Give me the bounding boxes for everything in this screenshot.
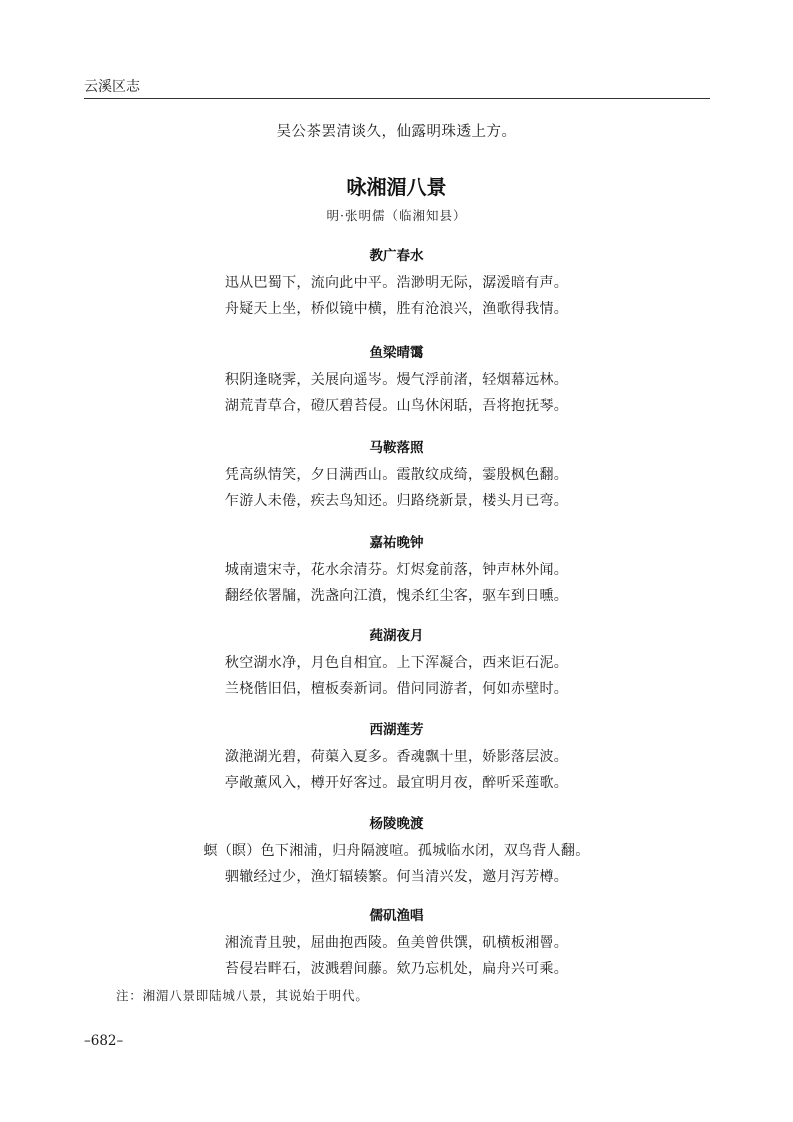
poem-section-6 bbox=[0, 720, 793, 795]
section-line: 迅从巴蜀下，流向此中平。浩渺明无际，潺湲暗有声。 bbox=[224, 275, 569, 291]
section-title: 马鞍落照 bbox=[369, 440, 424, 456]
section-line: 舟疑天上坐，桥似镜中横，胜有沧浪兴，渔歌得我情。 bbox=[224, 301, 569, 317]
footnote: 注：湘湄八景即陆城八景，其说始于明代。 bbox=[116, 988, 369, 1003]
section-line: 兰桡偕旧侣，檀板奏新词。借问同游者，何如赤壁时。 bbox=[224, 681, 569, 697]
section-line: 积阴逢晓霁，关展向遥岑。熳气浮前渚，轻烟幕远林。 bbox=[224, 372, 569, 388]
section-line: 凭高纵情笑，夕日满西山。霞散纹成绮，霎殷枫色翻。 bbox=[224, 467, 569, 483]
section-line: 湘流青且驶，屈曲抱西陵。鱼美曾供馔，矶横板湘罾。 bbox=[224, 935, 569, 951]
section-line: 秋空湖水净，月色自相宜。上下浑凝合，西来讵石泥。 bbox=[224, 655, 569, 671]
poem-section-3 bbox=[0, 438, 793, 513]
section-line: 湖荒青草合，磴仄碧苔侵。山鸟休闲聒，吾将抱抚琴。 bbox=[224, 398, 569, 414]
poem-section-4 bbox=[0, 533, 793, 608]
section-line: 螟（瞑）色下湘浦，归舟隔渡喧。孤城临水闭，双鸟背人翻。 bbox=[203, 843, 590, 859]
section-title: 教广春水 bbox=[369, 248, 424, 264]
section-line: 乍游人未倦，疾去鸟知还。归路绕新景，楼头月已弯。 bbox=[224, 493, 569, 509]
section-line: 城南遗宋寺，花水余清芬。灯烬龛前落，钟声林外闻。 bbox=[224, 562, 569, 578]
page-number: –682– bbox=[84, 1033, 124, 1049]
poem-section-7 bbox=[0, 814, 793, 889]
section-title: 杨陵晚渡 bbox=[369, 816, 424, 832]
poem-section-2 bbox=[0, 343, 793, 418]
poem-section-5 bbox=[0, 626, 793, 701]
poem-section-1 bbox=[0, 246, 793, 321]
poem-section-8 bbox=[0, 906, 793, 981]
section-title: 西湖莲芳 bbox=[369, 722, 424, 738]
header-rule bbox=[84, 98, 710, 99]
poem-author: 明·张明儒（临湘知县） bbox=[326, 208, 467, 223]
intro-couplet: 吴公茶罢清谈久，仙露明珠透上方。 bbox=[276, 124, 517, 140]
section-title: 鱼梁晴霭 bbox=[369, 345, 424, 361]
section-title: 嘉祐晚钟 bbox=[369, 535, 424, 551]
section-title: 莼湖夜月 bbox=[369, 628, 424, 644]
running-head-title: 云溪区志 bbox=[84, 79, 140, 95]
section-line: 翻经依署牖，洗盏向江濆，愧杀红尘客，驱车到日曛。 bbox=[224, 588, 569, 604]
section-line: 苔侵岩畔石，波溅碧间藤。欸乃忘机处，扁舟兴可乘。 bbox=[224, 961, 569, 977]
section-line: 亭敞薰风入，樽开好客过。最宜明月夜，醉听采莲歌。 bbox=[224, 775, 569, 791]
section-line: 驷辙经过少，渔灯辐辏繁。何当清兴发，邀月泻芳樽。 bbox=[224, 869, 569, 885]
section-line: 潋滟湖光碧，荷蕖入夏多。香魂飘十里，娇影落层波。 bbox=[224, 749, 569, 765]
section-title: 儒矶渔唱 bbox=[369, 908, 424, 924]
poem-title: 咏湘湄八景 bbox=[346, 175, 447, 199]
